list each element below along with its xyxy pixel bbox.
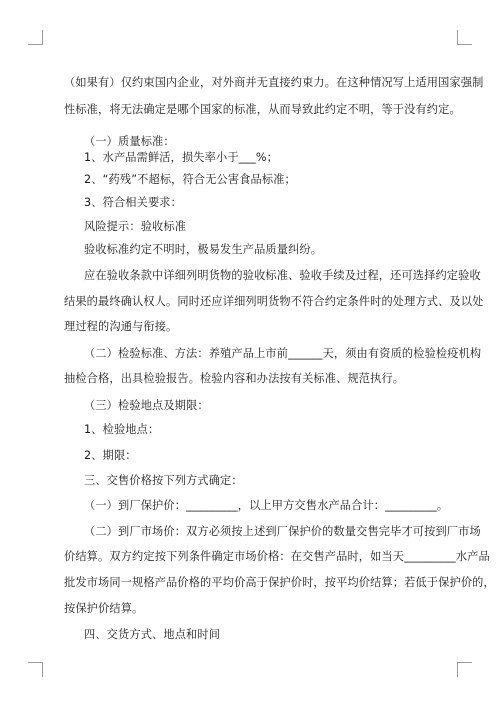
body-line: 理过程的沟通与衔接。: [64, 320, 178, 333]
section-heading: 三、交售价格按下列方式确定：: [84, 474, 243, 487]
body-line: 结果的最终确认权人。同时还应详细列明货物不符合约定条件时的处理方式、及以处: [64, 295, 484, 308]
body-line: 1、检验地点：: [84, 423, 160, 436]
body-line: （如果有）仅约束国内企业，对外商并无直接约束力。在这种情况写上适用国家强制: [64, 76, 484, 89]
section-heading: 四、交货方式、地点和时间: [84, 628, 221, 641]
crop-mark-bottom-left: [28, 662, 43, 677]
body-line: （二）检验标准、方法：养殖产品上市前______天，须由有资质的检验检疫机构: [84, 347, 482, 360]
body-line: 按保护价结算。: [64, 602, 144, 615]
body-line: 2、期限：: [84, 449, 137, 462]
body-line: 性标准，将无法确定是哪个国家的标准，从而导致此约定不明，等于没有约定。: [64, 103, 461, 116]
body-line: （二）到厂市场价：双方必须按上述到厂保护价的数量交售完毕才可按到厂市场: [84, 525, 481, 538]
body-line: 2、“药残”不超标，符合无公害食品标准；: [84, 173, 296, 186]
section-heading: （三）检验地点及期限：: [84, 399, 209, 412]
crop-mark-top-right: [457, 30, 472, 45]
body-line: 抽检合格，出具检验报告。检验内容和办法按有关标准、规范执行。: [64, 372, 405, 385]
body-line: 批发市场同一规格产品价格的平均价高于保护价时，按平均价结算；若低于保护价的，: [64, 576, 495, 589]
body-line: 1、水产品需鲜活，损失率小于___%；: [84, 151, 279, 164]
crop-mark-bottom-right: [457, 662, 472, 677]
body-line: 价结算。双方约定按下列条件确定市场价格：在交售产品时，如当天_________水产品: [64, 550, 490, 563]
body-line: 应在验收条款中详细列明货物的验收标准、验收手续及过程，还可选择约定验收: [84, 269, 481, 282]
body-line: 验收标准约定不明时，极易发生产品质量纠纷。: [84, 243, 323, 256]
section-heading: （一）质量标准：: [84, 135, 175, 148]
crop-mark-top-left: [28, 30, 43, 45]
body-line: （一）到厂保护价：_________，以上甲方交售水产品合计：_________。: [84, 499, 449, 512]
body-line: 3、符合相关要求：: [84, 196, 182, 209]
body-line: 风险提示：验收标准: [84, 220, 187, 233]
